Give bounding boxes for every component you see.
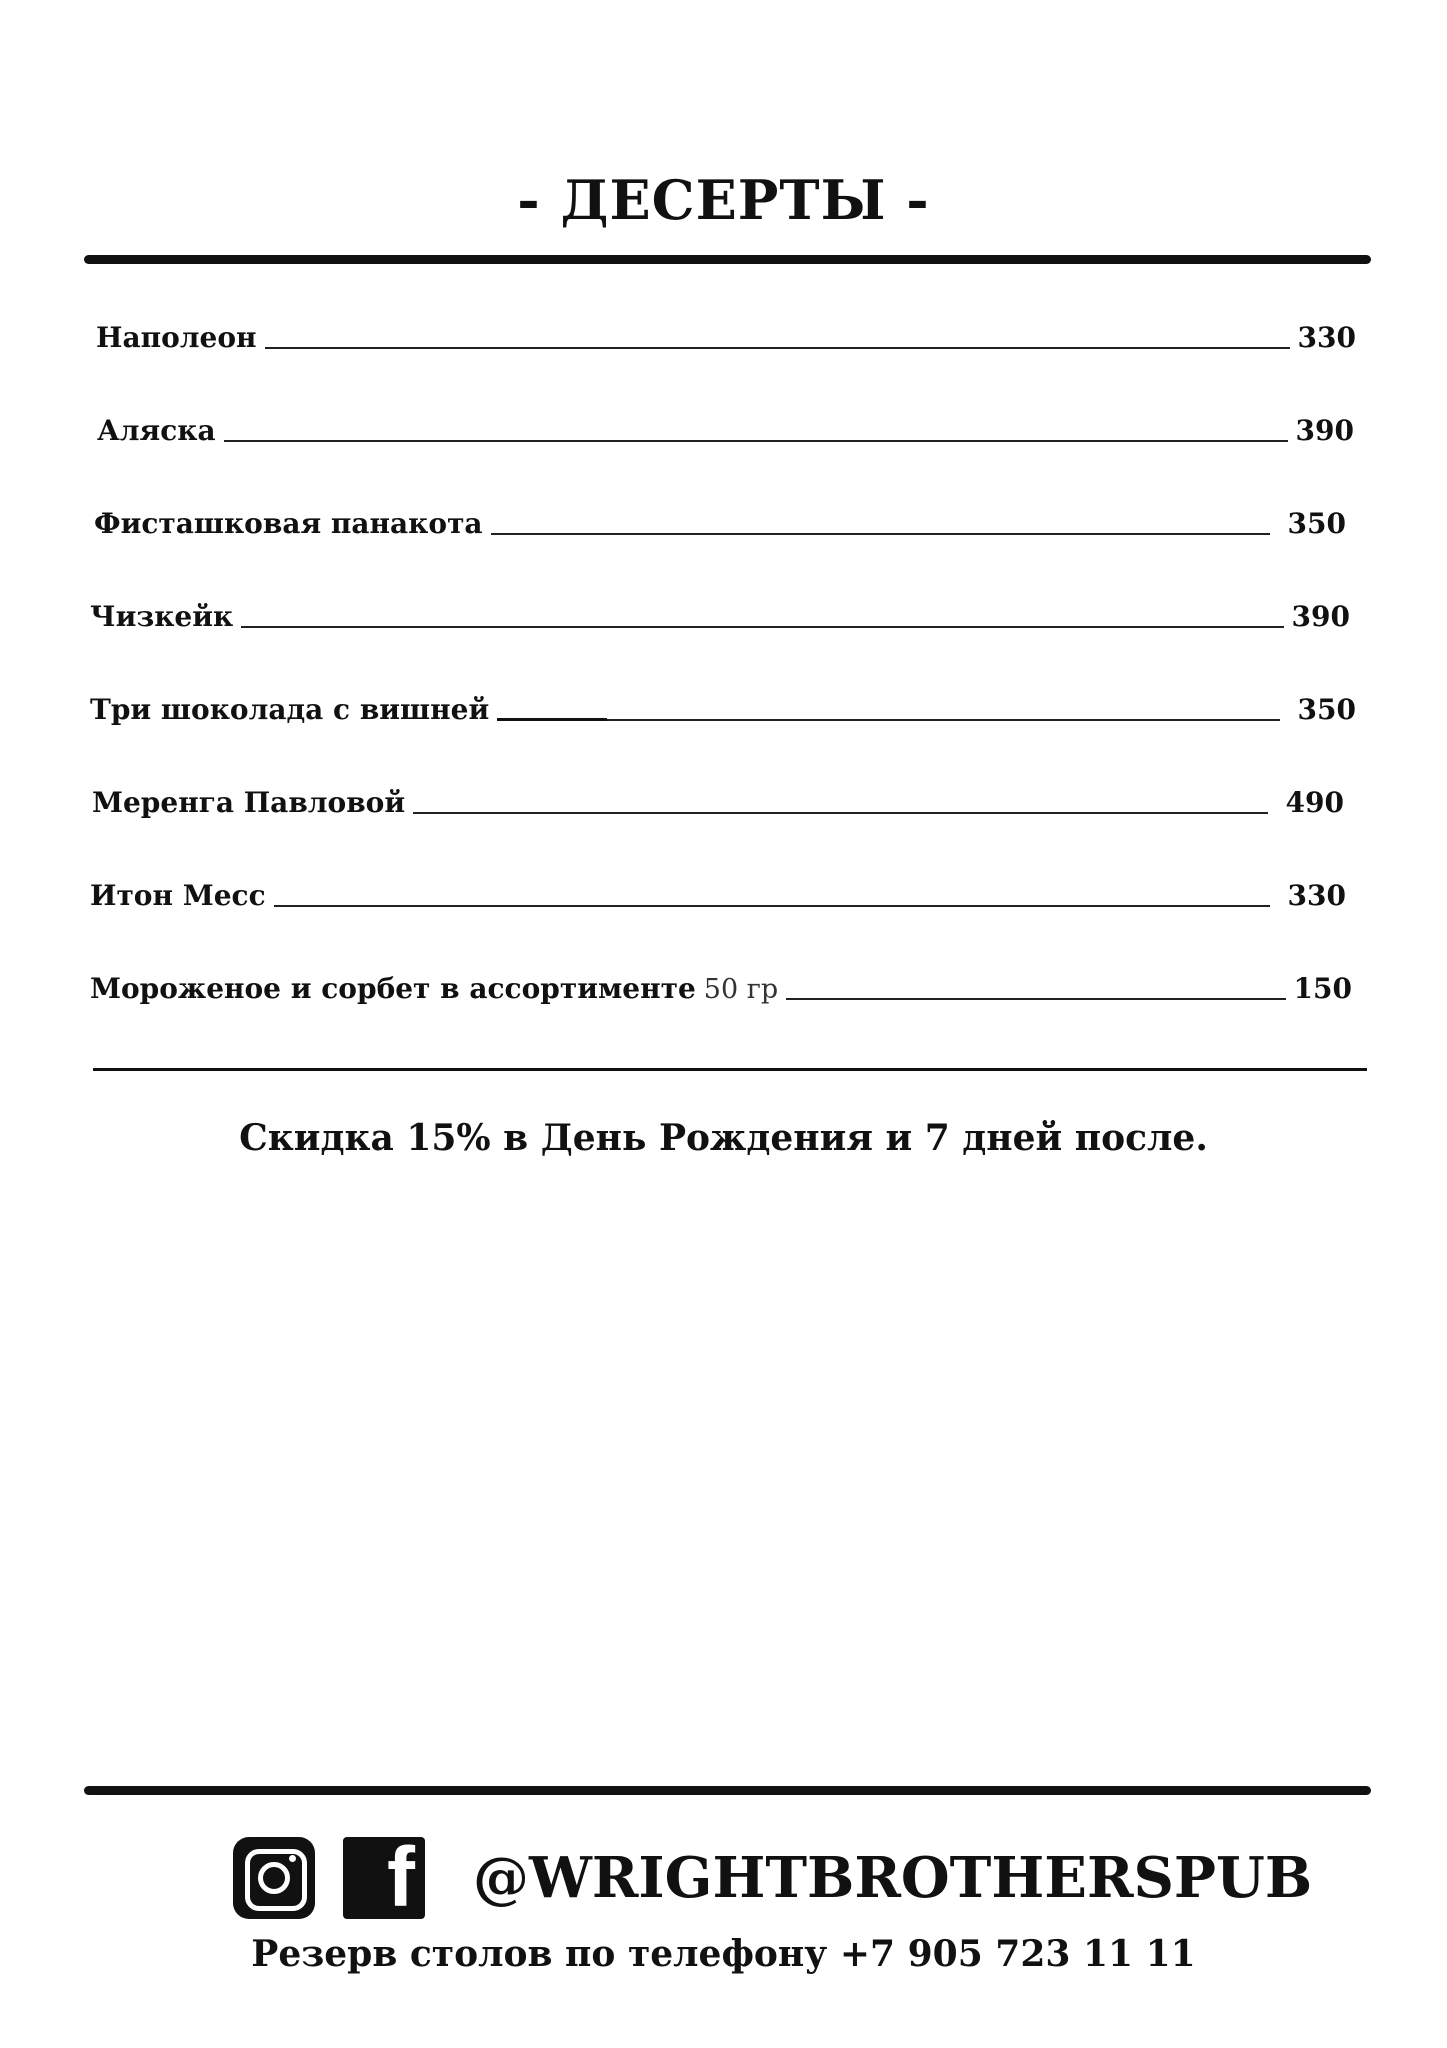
footer-divider (84, 1786, 1371, 1795)
menu-item-price: 350 (1297, 693, 1356, 726)
menu-item-price: 330 (1297, 321, 1356, 354)
section-divider (93, 1068, 1367, 1071)
page-title: - ДЕСЕРТЫ - (517, 168, 930, 232)
discount-note: Скидка 15% в День Рождения и 7 дней после. (239, 1117, 1208, 1159)
menu-item-name: Итон Месс (90, 879, 266, 912)
menu-item-name: Фисташковая панакота (94, 507, 483, 540)
leader-line (241, 626, 1283, 628)
menu-item-name: Меренга Павловой (92, 786, 406, 819)
leader-line (786, 998, 1285, 1000)
menu-item-price: 330 (1287, 879, 1346, 912)
social-row (233, 1830, 1313, 1924)
leader-line (491, 533, 1270, 535)
menu-item-price: 390 (1291, 600, 1350, 633)
menu-item-price: 350 (1287, 507, 1346, 540)
menu-item (92, 773, 1344, 817)
leader-line (224, 440, 1288, 442)
menu-item (90, 680, 1356, 724)
menu-item (90, 587, 1350, 631)
menu-item (90, 866, 1346, 910)
menu-item-name: Аляска (97, 414, 216, 447)
menu-item-name: Мороженое и сорбет в ассортименте (90, 972, 696, 1005)
menu-item-price: 390 (1295, 414, 1354, 447)
menu-item-price: 150 (1293, 972, 1352, 1005)
menu-item-name: Чизкейк (90, 600, 234, 633)
menu-item (90, 959, 1352, 1003)
leader-line (607, 719, 1279, 721)
menu-item-name: Наполеон (96, 321, 257, 354)
facebook-icon[interactable]: f (343, 1837, 425, 1919)
menu-item (97, 401, 1354, 445)
menu-item-weight: 50 гр (703, 974, 779, 1005)
leader-line (497, 718, 607, 721)
leader-line (265, 347, 1290, 349)
menu-item-name: Три шоколада с вишней (90, 693, 490, 726)
social-handle[interactable]: @WRIGHTBROTHERSPUB (473, 1845, 1313, 1911)
menu-item (94, 494, 1346, 538)
leader-line (274, 905, 1270, 907)
leader-line (413, 812, 1267, 814)
reservation-phone: Резерв столов по телефону +7 905 723 11 11 (251, 1933, 1196, 1975)
menu-item-price: 490 (1285, 786, 1344, 819)
top-divider (84, 255, 1371, 264)
menu-item (96, 308, 1356, 352)
instagram-icon[interactable] (233, 1837, 315, 1919)
